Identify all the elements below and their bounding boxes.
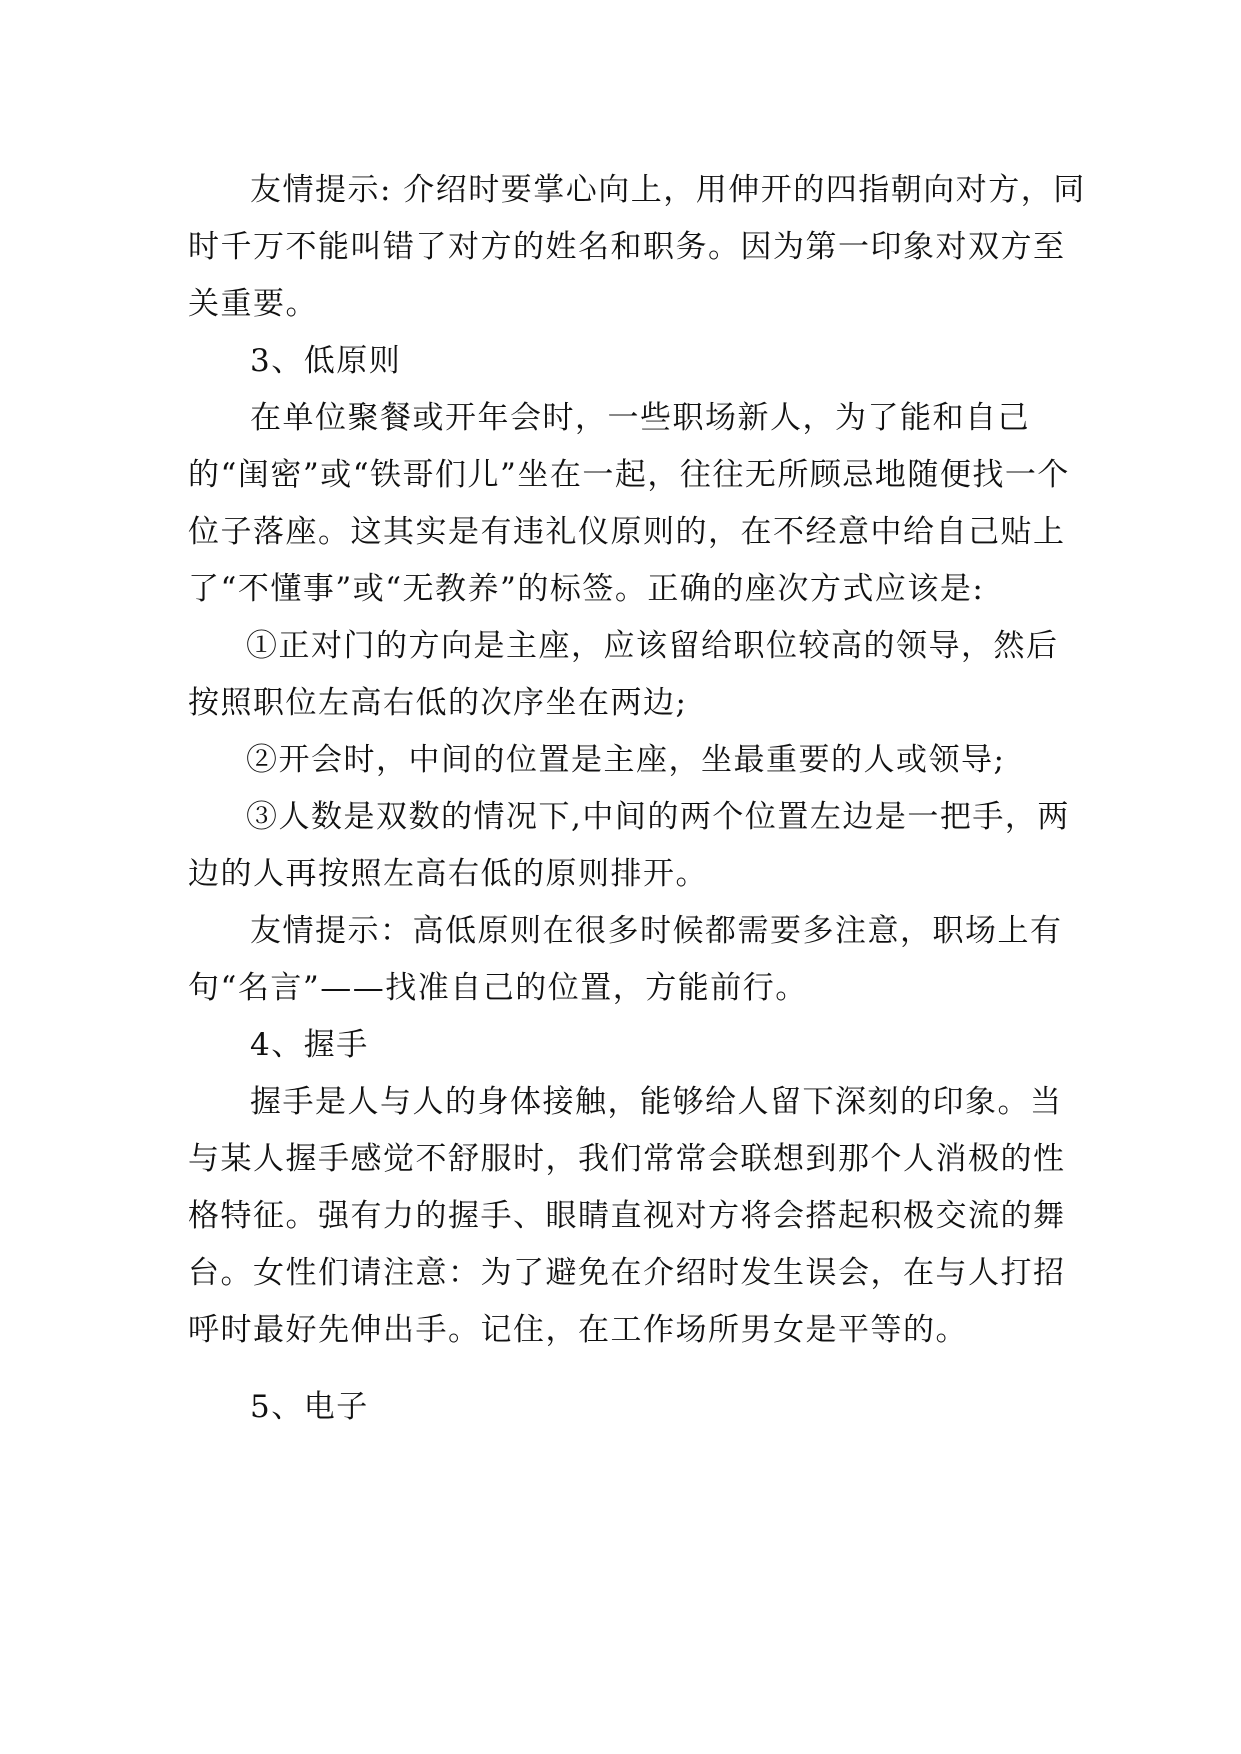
handshake-paragraph: 握手是人与人的身体接触，能够给人留下深刻的印象。当与某人握手感觉不舒服时，我们常常会联想到那个人消极的性格特征。强有力的握手、眼睛直视对方将会搭起积极交流的舞台。女性们请注意：为了避免在介绍时发生误会，在与人打招呼时最好先伸出手。记住，在工作场所男女是平等的。 bbox=[188, 1084, 1066, 1348]
section-heading-4: 4、握手 bbox=[250, 1027, 369, 1063]
seating-list-item-1: ①正对门的方向是主座，应该留给职位较高的领导，然后按照职位左高右低的次序坐在两边; bbox=[188, 628, 1059, 721]
tip-seating-paragraph: 友情提示：高低原则在很多时候都需要多注意，职场上有句“名言”——找准自己的位置，方能前行。 bbox=[188, 913, 1063, 1006]
seating-list-item-2: ②开会时，中间的位置是主座，坐最重要的人或领导; bbox=[246, 742, 1006, 778]
section-heading-5: 5、电子 bbox=[250, 1389, 369, 1425]
seating-list-item-3: ③人数是双数的情况下,中间的两个位置左边是一把手，两边的人再按照左高右低的原则排开。 bbox=[188, 799, 1070, 892]
document-body bbox=[188, 162, 1088, 1436]
section-heading-3: 3、低原则 bbox=[250, 343, 402, 379]
seating-paragraph: 在单位聚餐或开年会时，一些职场新人，为了能和自己的“闺密”或“铁哥们儿”坐在一起，往往无所顾忌地随便找一个位子落座。这其实是有违礼仪原则的，在不经意中给自己贴上了“不懂事”或“无教养”的标签。正确的座次方式应该是: bbox=[188, 400, 1070, 607]
tip-intro-paragraph: 友情提示: 介绍时要掌心向上，用伸开的四指朝向对方，同时千万不能叫错了对方的姓名和职务。因为第一印象对双方至关重要。 bbox=[188, 172, 1086, 322]
